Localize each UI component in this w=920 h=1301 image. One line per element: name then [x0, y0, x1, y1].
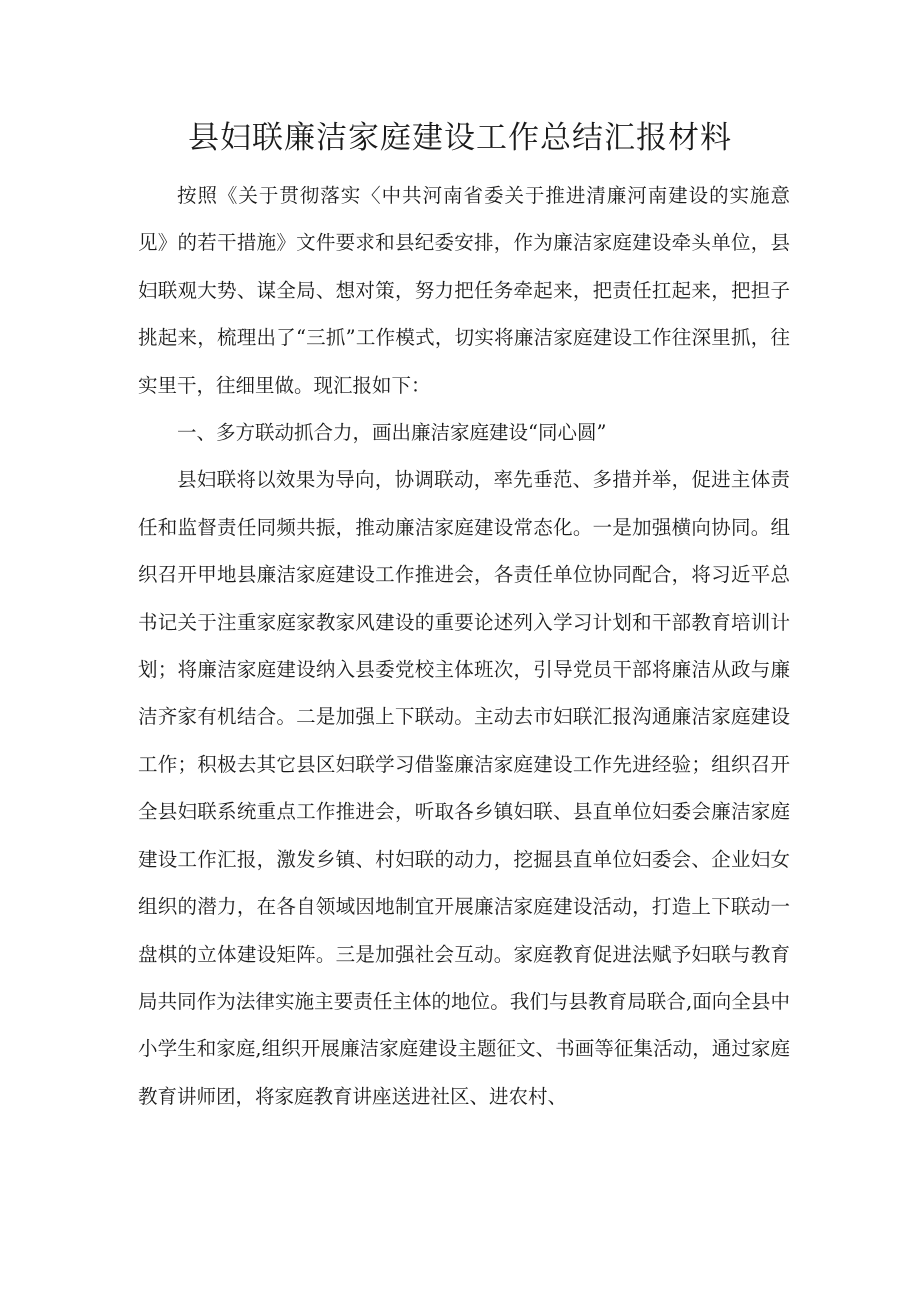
paragraph-intro: 按照《关于贯彻落实〈中共河南省委关于推进清廉河南建设的实施意见》的若干措施》文件要求和县纪委安排，作为廉洁家庭建设牵头单位，县妇联观大势、谋全局、想对策，努力把任务牵起来，把责任扛起来，把担子挑起来，梳理出了“三抓”工作模式，切实将廉洁家庭建设工作往深里抓，往实里干，往细里做。现汇报如下：: [138, 184, 790, 397]
paragraph-section-1: 县妇联将以效果为导向，协调联动，率先垂范、多措并举，促进主体责任和监督责任同频共振，推动廉洁家庭建设常态化。一是加强横向协同。组织召开甲地县廉洁家庭建设工作推进会，各责任单位协同配合，将习近平总书记关于注重家庭家教家风建设的重要论述列入学习计划和干部教育培训计划；将廉洁家庭建设纳入县委党校主体班次，引导党员干部将廉洁从政与廉洁齐家有机结合。二是加强上下联动。主动去市妇联汇报沟通廉洁家庭建设工作；积极去其它县区妇联学习借鉴廉洁家庭建设工作先进经验；组织召开全县妇联系统重点工作推进会，听取各乡镇妇联、县直单位妇委会廉洁家庭建设工作汇报，激发乡镇、村妇联的动力，挖掘县直单位妇委会、企业妇女组织的潜力，在各自领域因地制宜开展廉洁家庭建设活动，打造上下联动一盘棋的立体建设矩阵。三是加强社会互动。家庭教育促进法赋予妇联与教育局共同作为法律实施主要责任主体的地位。我们与县教育局联合,面向全县中小学生和家庭,组织开展廉洁家庭建设主题征文、书画等征集活动，通过家庭教育讲师团，将家庭教育讲座送进社区、进农村、: [138, 468, 790, 1108]
document-body: [138, 172, 790, 1120]
document-title: 县妇联廉洁家庭建设工作总结汇报材料: [188, 120, 732, 156]
section-heading-1: 一、多方联动抓合力，画出廉洁家庭建设“同心圆”: [177, 421, 607, 445]
